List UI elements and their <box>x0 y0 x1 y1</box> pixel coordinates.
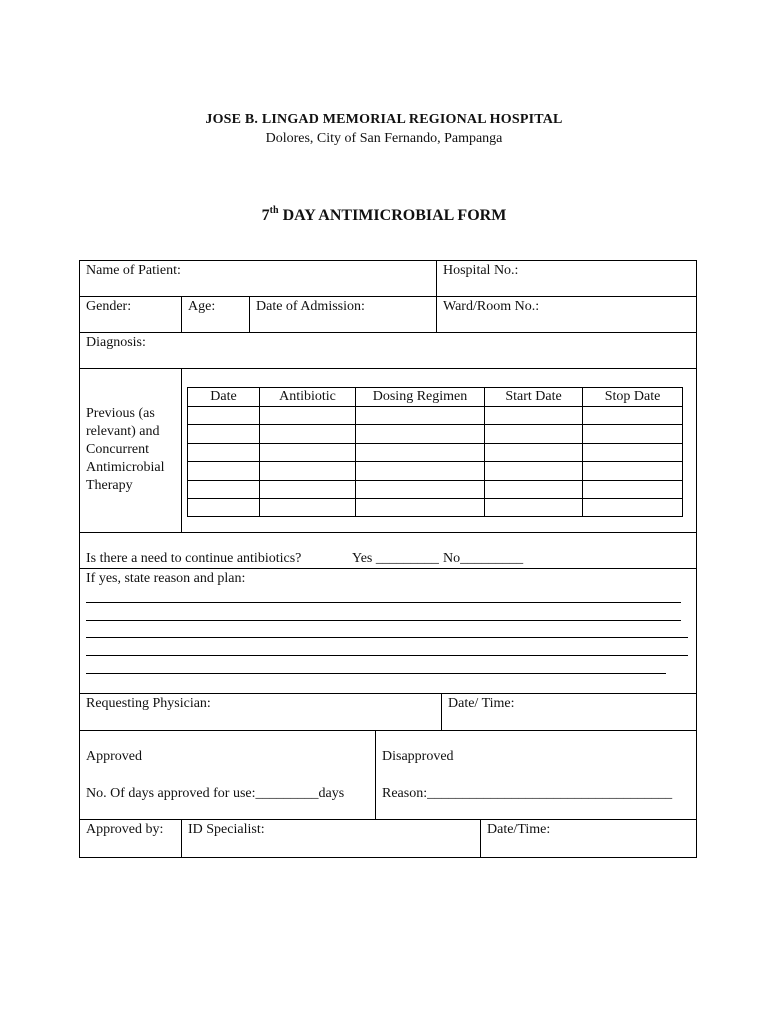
diagnosis-label: Diagnosis: <box>86 335 146 350</box>
column-header-stop-date: Stop Date <box>604 389 661 404</box>
approval-datetime-label: Date/Time: <box>487 822 551 837</box>
col-divider <box>441 693 442 730</box>
reason-writing-line[interactable] <box>86 673 666 674</box>
id-specialist-label: ID Specialist: <box>188 822 265 837</box>
approved-label: Approved <box>86 749 142 764</box>
col-divider <box>436 260 437 332</box>
row-divider <box>79 368 697 369</box>
name-of-patient-label: Name of Patient: <box>86 263 181 278</box>
column-header-dosing-regimen: Dosing Regimen <box>372 389 468 404</box>
continue-antibiotics-question: Is there a need to continue antibiotics? <box>86 551 302 566</box>
row-divider <box>79 532 697 533</box>
row-divider <box>79 730 697 731</box>
col-divider <box>249 296 250 332</box>
column-header-start-date: Start Date <box>505 389 562 404</box>
therapy-label: Previous (as relevant) and Concurrent Antimicrobial Therapy <box>86 406 165 493</box>
form-title <box>0 205 768 225</box>
ward-room-label: Ward/Room No.: <box>443 299 540 314</box>
gender-label: Gender: <box>86 299 132 314</box>
title-superscript: th <box>269 205 279 216</box>
row-divider <box>79 296 697 297</box>
requesting-physician-label: Requesting Physician: <box>86 696 211 711</box>
row-divider <box>79 693 697 694</box>
disapproved-label: Disapproved <box>382 749 454 764</box>
col-divider <box>375 730 376 819</box>
request-datetime-label: Date/ Time: <box>448 696 515 711</box>
title-prefix: 7 <box>261 207 270 224</box>
reason-writing-line[interactable] <box>86 620 681 621</box>
days-approved-field[interactable]: No. Of days approved for use:_________days <box>86 786 345 801</box>
reason-writing-line[interactable] <box>86 602 681 603</box>
reason-plan-label: If yes, state reason and plan: <box>86 571 246 586</box>
reason-writing-line[interactable] <box>86 655 688 656</box>
hospital-address: Dolores, City of San Fernando, Pampanga <box>265 131 503 146</box>
no-field[interactable]: No_________ <box>443 551 524 566</box>
yes-field[interactable]: Yes _________ <box>352 551 439 566</box>
col-divider <box>480 819 481 857</box>
col-divider <box>181 819 182 857</box>
column-header-antibiotic: Antibiotic <box>279 389 336 404</box>
date-of-admission-label: Date of Admission: <box>256 299 365 314</box>
row-divider <box>79 332 697 333</box>
disapproval-reason-field[interactable]: Reason:___________________________________ <box>382 786 673 801</box>
hospital-no-label: Hospital No.: <box>443 263 519 278</box>
age-label: Age: <box>188 299 216 314</box>
col-divider <box>181 368 182 532</box>
reason-writing-line[interactable] <box>86 637 688 638</box>
title-text: DAY ANTIMICROBIAL FORM <box>278 207 507 224</box>
approved-by-label: Approved by: <box>86 822 164 837</box>
column-header-date: Date <box>210 389 237 404</box>
row-divider <box>79 819 697 820</box>
col-divider <box>181 296 182 332</box>
row-divider <box>79 568 697 569</box>
hospital-name: JOSE B. LINGAD MEMORIAL REGIONAL HOSPITAL <box>205 112 563 127</box>
